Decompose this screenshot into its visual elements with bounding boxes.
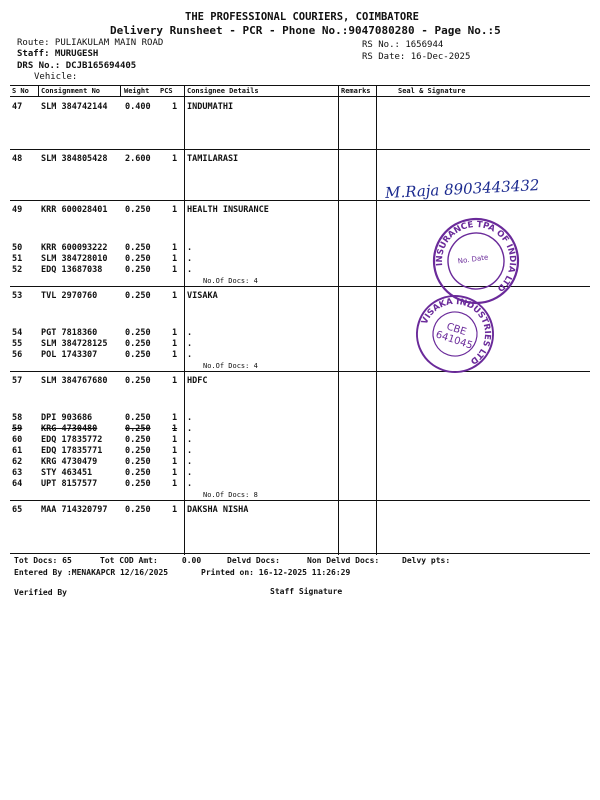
row-consignment: EDQ 17835772 (41, 435, 103, 445)
barcode-bar (284, 37, 285, 67)
barcode-bar (287, 37, 288, 67)
barcode-bar (306, 37, 307, 67)
group-separator (10, 371, 590, 372)
row-pcs: 1 (172, 468, 178, 478)
row-sno: 56 (12, 350, 23, 360)
barcode-bar (250, 37, 252, 67)
signature-tamilarasi: M.Raja 8903443432 (384, 175, 540, 203)
row-consignment: EDQ 17835771 (41, 446, 103, 456)
non-delivered-docs: Non Delvd Docs: (307, 556, 380, 565)
barcode-bar (241, 37, 242, 67)
col-header-remarks: Remarks (341, 87, 371, 95)
row-sno: 64 (12, 479, 23, 489)
col-divider-cons (38, 85, 39, 96)
row-pcs: 1 (172, 205, 178, 215)
row-sno: 58 (12, 413, 23, 423)
row-weight: 0.250 (125, 468, 151, 478)
barcode-bar (325, 37, 327, 67)
insurance-stamp-text: INSURANCE TPA OF INDIA LTD (434, 219, 518, 294)
row-consignment: UPT 8157577 (41, 479, 98, 489)
row-sno: 52 (12, 265, 23, 275)
row-consignee: . (187, 339, 193, 349)
printed-on: Printed on: 16-12-2025 11:26:29 (201, 568, 351, 577)
row-weight: 0.250 (125, 376, 151, 386)
rs-date: RS Date: 16-Dec-2025 (362, 52, 471, 62)
table-header-bottom (10, 96, 590, 97)
row-pcs: 1 (172, 154, 178, 164)
staff-signature-label: Staff Signature (270, 587, 343, 596)
col-divider-consignee (184, 85, 185, 555)
rs-number: RS No.: 1656944 (362, 40, 444, 50)
group-separator (10, 200, 590, 201)
barcode-bar (303, 37, 304, 67)
row-weight: 0.250 (125, 413, 151, 423)
row-consignment: KRR 600093222 (41, 243, 108, 253)
barcode-bar (255, 37, 256, 67)
row-consignment: TVL 2970760 (41, 291, 98, 301)
row-weight: 0.250 (125, 457, 151, 467)
drs-number: DRS No.: DCJB165694405 (17, 61, 137, 71)
delivered-docs: Delvd Docs: (227, 556, 280, 565)
row-consignment: SLM 384728125 (41, 339, 108, 349)
total-docs: Tot Docs: 65 (14, 556, 72, 565)
row-pcs: 1 (172, 435, 178, 445)
row-sno: 47 (12, 102, 23, 112)
group-separator (10, 500, 590, 501)
row-consignee: HEALTH INSURANCE (187, 205, 269, 215)
barcode-bar (264, 37, 266, 67)
row-pcs: 1 (172, 376, 178, 386)
row-weight: 2.600 (125, 154, 151, 164)
row-consignment: SLM 384728010 (41, 254, 108, 264)
verified-by-label: Verified By (14, 588, 67, 597)
row-sno: 63 (12, 468, 23, 478)
row-consignment: EDQ 13687038 (41, 265, 103, 275)
staff-label: Staff: MURUGESH (17, 49, 99, 59)
barcode-bar (268, 37, 269, 67)
col-header-sno: S No (12, 87, 29, 95)
col-header-seal: Seal & Signature (398, 87, 466, 95)
row-weight: 0.250 (125, 265, 151, 275)
row-pcs: 1 (172, 291, 178, 301)
row-sno: 59 (12, 424, 23, 434)
row-sno: 62 (12, 457, 23, 467)
docs-count: No.Of Docs: 4 (203, 277, 258, 285)
barcode-bar (335, 37, 336, 67)
row-weight: 0.250 (125, 205, 151, 215)
barcode-bar (277, 37, 278, 67)
row-consignment: KRG 4730480 (41, 424, 98, 434)
group-separator (10, 149, 590, 150)
row-consignee: . (187, 424, 193, 434)
row-pcs: 1 (172, 457, 178, 467)
barcode-bar (332, 37, 333, 67)
table-bottom-border (10, 553, 590, 554)
row-consignment: STY 463451 (41, 468, 93, 478)
row-pcs: 1 (172, 424, 178, 434)
vehicle-label: Vehicle: (34, 72, 78, 82)
row-weight: 0.400 (125, 102, 151, 112)
row-pcs: 1 (172, 505, 178, 515)
row-pcs: 1 (172, 479, 178, 489)
row-consignment: PGT 7818360 (41, 328, 98, 338)
row-sno: 65 (12, 505, 23, 515)
row-consignee: VISAKA (187, 291, 218, 301)
row-weight: 0.250 (125, 479, 151, 489)
row-sno: 51 (12, 254, 23, 264)
row-consignee: DAKSHA NISHA (187, 505, 249, 515)
row-consignment: SLM 384742144 (41, 102, 108, 112)
row-pcs: 1 (172, 350, 178, 360)
row-sno: 50 (12, 243, 23, 253)
docs-count: No.Of Docs: 4 (203, 362, 258, 370)
row-consignee: . (187, 457, 193, 467)
col-header-pcs: PCS (160, 87, 173, 95)
visaka-stamp-text: VISAKA INDUSTRIES LTD (419, 296, 493, 366)
row-weight: 0.250 (125, 505, 151, 515)
row-consignment: SLM 384767680 (41, 376, 108, 386)
row-weight: 0.250 (125, 291, 151, 301)
total-cod-amount: Tot COD Amt: 0.00 (100, 556, 202, 565)
row-weight: 0.250 (125, 243, 151, 253)
docs-count: No.Of Docs: 8 (203, 491, 258, 499)
insurance-stamp-center: No. Date (457, 253, 489, 266)
row-consignee: . (187, 413, 193, 423)
col-divider-weight (120, 85, 121, 96)
row-weight: 0.250 (125, 339, 151, 349)
row-weight: 0.250 (125, 254, 151, 264)
barcode-bar (257, 37, 259, 67)
barcode-bar (245, 37, 246, 67)
row-sno: 53 (12, 291, 23, 301)
row-sno: 57 (12, 376, 23, 386)
col-header-weight: Weight (124, 87, 150, 95)
barcode-bar (248, 37, 249, 67)
route-label: Route: PULIAKULAM MAIN ROAD (17, 38, 164, 48)
row-consignee: . (187, 435, 193, 445)
row-consignee: . (187, 479, 193, 489)
barcode-bar (294, 37, 295, 67)
barcode-bar (321, 37, 324, 67)
row-pcs: 1 (172, 254, 178, 264)
row-consignment: DPI 903686 (41, 413, 93, 423)
row-consignee: INDUMATHI (187, 102, 234, 112)
row-pcs: 1 (172, 328, 178, 338)
row-consignment: MAA 714320797 (41, 505, 108, 515)
row-consignee: . (187, 350, 193, 360)
barcode-bar (260, 37, 263, 67)
runsheet-title: Delivery Runsheet - PCR - Phone No.:9047080280 - Page No.:5 (110, 24, 501, 37)
barcode-bar (296, 37, 298, 67)
col-header-consignment: Consignment No (41, 87, 101, 95)
row-consignment: POL 1743307 (41, 350, 98, 360)
row-consignee: . (187, 328, 193, 338)
row-consignee: TAMILARASI (187, 154, 239, 164)
barcode-bar (309, 37, 310, 67)
row-pcs: 1 (172, 102, 178, 112)
row-pcs: 1 (172, 265, 178, 275)
barcode-bar (274, 37, 275, 67)
company-name: THE PROFESSIONAL COURIERS, COIMBATORE (185, 11, 419, 23)
col-divider-remarks (338, 85, 339, 555)
barcode-bar (238, 37, 240, 67)
row-consignee: . (187, 243, 193, 253)
delivery-points: Delvy pts: (402, 556, 451, 565)
barcode-bars (238, 37, 339, 67)
row-consignment: KRG 4730479 (41, 457, 98, 467)
row-weight: 0.250 (125, 435, 151, 445)
row-consignee: . (187, 254, 193, 264)
row-sno: 55 (12, 339, 23, 349)
row-weight: 0.250 (125, 446, 151, 456)
row-sno: 61 (12, 446, 23, 456)
barcode-bar (299, 37, 302, 67)
row-pcs: 1 (172, 243, 178, 253)
col-header-consignee: Consignee Details (187, 87, 259, 95)
row-consignee: . (187, 265, 193, 275)
barcode-bar (313, 37, 314, 67)
entered-by: Entered By :MENAKAPCR 12/16/2025 (14, 568, 169, 577)
barcode-bar (328, 37, 329, 67)
row-consignee: . (187, 446, 193, 456)
barcode-bar (280, 37, 283, 67)
row-consignee: HDFC (187, 376, 208, 386)
row-sno: 60 (12, 435, 23, 445)
table-top-border (10, 85, 590, 86)
row-consignee: . (187, 468, 193, 478)
row-pcs: 1 (172, 413, 178, 423)
row-sno: 48 (12, 154, 23, 164)
row-weight: 0.250 (125, 424, 151, 434)
barcode-bar (337, 37, 339, 67)
barcode-bar (318, 37, 319, 67)
row-pcs: 1 (172, 446, 178, 456)
visaka-stamp-center: CBE 641045 (434, 321, 474, 352)
row-weight: 0.250 (125, 350, 151, 360)
row-sno: 54 (12, 328, 23, 338)
row-consignment: KRR 600028401 (41, 205, 108, 215)
row-pcs: 1 (172, 339, 178, 349)
barcode-bar (270, 37, 273, 67)
barcode-bar (289, 37, 292, 67)
row-consignment: SLM 384805428 (41, 154, 108, 164)
row-sno: 49 (12, 205, 23, 215)
col-divider-seal (376, 85, 377, 555)
barcode-bar (315, 37, 317, 67)
row-weight: 0.250 (125, 328, 151, 338)
